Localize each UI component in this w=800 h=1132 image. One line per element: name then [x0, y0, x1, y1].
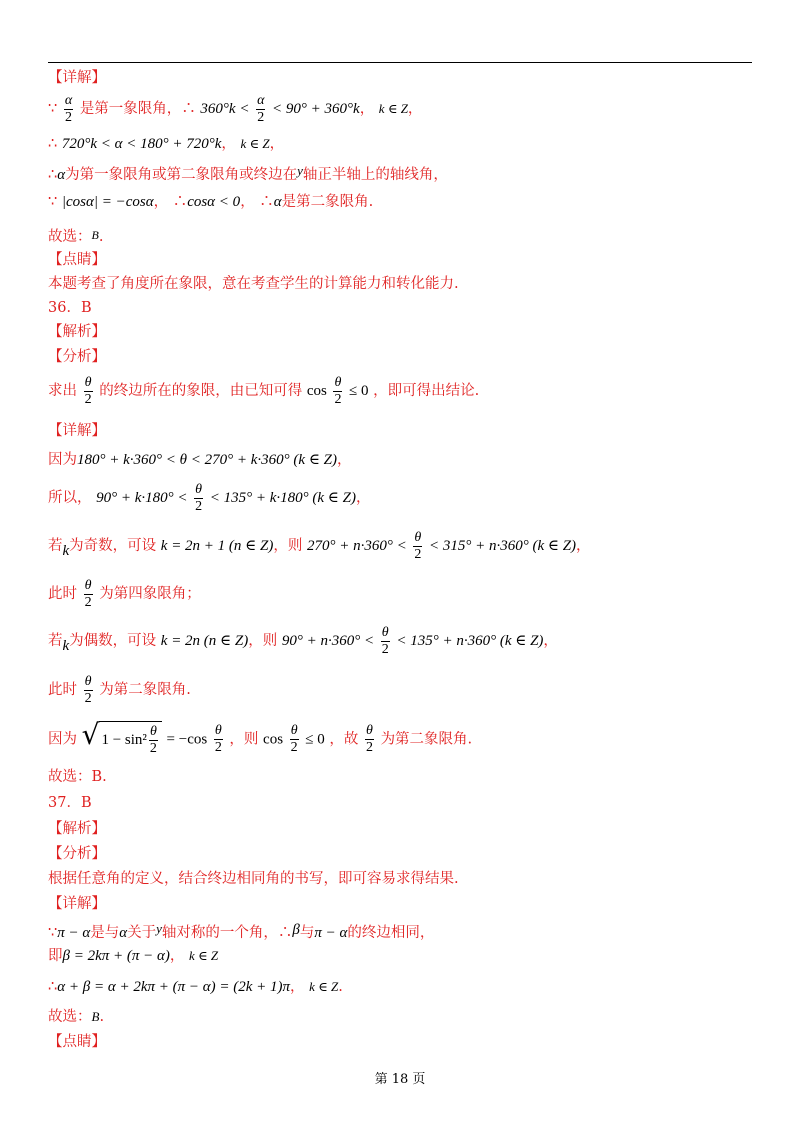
fraction: $\frac{\alpha}{2}$ — [257, 92, 265, 125]
header-rule — [48, 62, 752, 63]
fraction: $\frac{\theta}{2}$ — [84, 577, 92, 610]
q36-d2: 所以， 90° + k·180° < $\frac{\theta}{2}$ < 135° + k·180° (k ∈ Z)， — [48, 481, 371, 514]
fraction: $\frac{\theta}{2}$ — [414, 529, 422, 562]
q37-choice: 故选：B. — [48, 1009, 105, 1025]
fraction: $\frac{\theta}{2}$ — [381, 624, 389, 657]
fraction: $\frac{\theta}{2}$ — [149, 723, 157, 756]
q36-d5: 若k为偶数，可设 k = 2n (n ∈ Z)，则 90° + n·360° < $\frac{\theta}{2}$ < 135° + n·360° (k ∈ Z)， — [48, 624, 558, 657]
page-number: 第 18 页 — [374, 1072, 426, 1087]
q36-header: 36．B — [48, 300, 92, 316]
comment-label: 【点睛】 — [48, 252, 106, 268]
q36-d6: 此时 $\frac{\theta}{2}$ 为第二象限角. — [48, 673, 191, 706]
q37-d2: 即β = 2kπ + (π − α)， k ∈ Z — [48, 948, 219, 964]
q36-d3: 若k为奇数，可设 k = 2n + 1 (n ∈ Z)，则 270° + n·360° < $\frac{\theta}{2}$ < 315° + n·360° (k ∈ Z)， — [48, 529, 591, 562]
fraction: $\frac{\theta}{2}$ — [84, 673, 92, 706]
q37-fenxi: 根据任意角的定义，结合终边相同角的书写，即可容易求得结果. — [48, 871, 459, 887]
fraction: $\frac{\theta}{2}$ — [195, 481, 203, 514]
q37-header: 37．B — [48, 795, 92, 811]
fraction: $\frac{\alpha}{2}$ — [64, 92, 73, 125]
q37-detail-label: 【详解】 — [48, 896, 106, 912]
square-root: √ 1 − sin² $\frac{\theta}{2}$ — [82, 721, 162, 758]
s1-line3: ∴α为第一象限角或第二象限角或终边在y轴正半轴上的轴线角， — [48, 163, 448, 183]
fraction: $\frac{\theta}{2}$ — [84, 374, 92, 407]
q36-choice: 故选：B. — [48, 769, 107, 785]
q36-analysis-label: 【解析】 — [48, 324, 106, 340]
s1-line1: ∵ $\frac{\alpha}{2}$ 是第一象限角，∴ 360°k < $\frac{\alpha}{2}$ < 90° + 360°k， k ∈ Z， — [48, 92, 423, 125]
q36-fenxi-label: 【分析】 — [48, 349, 106, 365]
fraction: $\frac{\theta}{2}$ — [365, 723, 373, 755]
fraction: $\frac{\theta}{2}$ — [214, 723, 222, 755]
q36-fenxi: 求出 $\frac{\theta}{2}$ 的终边所在的象限，由已知可得 cos $\frac{\theta}{2}$ ≤ 0 ，即可得出结论. — [48, 374, 480, 407]
fraction: $\frac{\theta}{2}$ — [334, 374, 342, 407]
q36-detail-label: 【详解】 — [48, 423, 106, 439]
choice-line: 故选：B. — [48, 228, 104, 245]
q37-comment-label: 【点睛】 — [48, 1034, 106, 1050]
fraction: $\frac{\theta}{2}$ — [290, 723, 298, 755]
comment-text: 本题考查了角度所在象限，意在考查学生的计算能力和转化能力. — [48, 276, 459, 292]
s1-line4: ∵ |cosα| = −cosα， ∴cosα < 0， ∴α是第二象限角. — [48, 194, 374, 210]
q36-d1: 因为180° + k·360° < θ < 270° + k·360° (k ∈ Z)， — [48, 452, 352, 468]
q37-d1: ∵π − α是与α关于y轴对称的一个角，∴β与π − α的终边相同， — [48, 921, 435, 941]
q37-fenxi-label: 【分析】 — [48, 846, 106, 862]
q36-d7: 因为 √ 1 − sin² $\frac{\theta}{2}$ = −cos $\frac{\theta}{2}$ ，则 cos $\frac{\theta}{2}$ ≤ 0 ，故 $\frac{\theta}{2}$ 为第二象限角. — [48, 721, 472, 758]
detail-label: 【详解】 — [48, 70, 106, 86]
s1-line2: ∴ 720°k < α < 180° + 720°k， k ∈ Z， — [48, 136, 285, 152]
q37-d3: ∴α + β = α + 2kπ + (π − α) = (2k + 1)π， k ∈ Z. — [48, 979, 343, 995]
q36-d4: 此时 $\frac{\theta}{2}$ 为第四象限角； — [48, 577, 201, 610]
q37-analysis-label: 【解析】 — [48, 821, 106, 837]
